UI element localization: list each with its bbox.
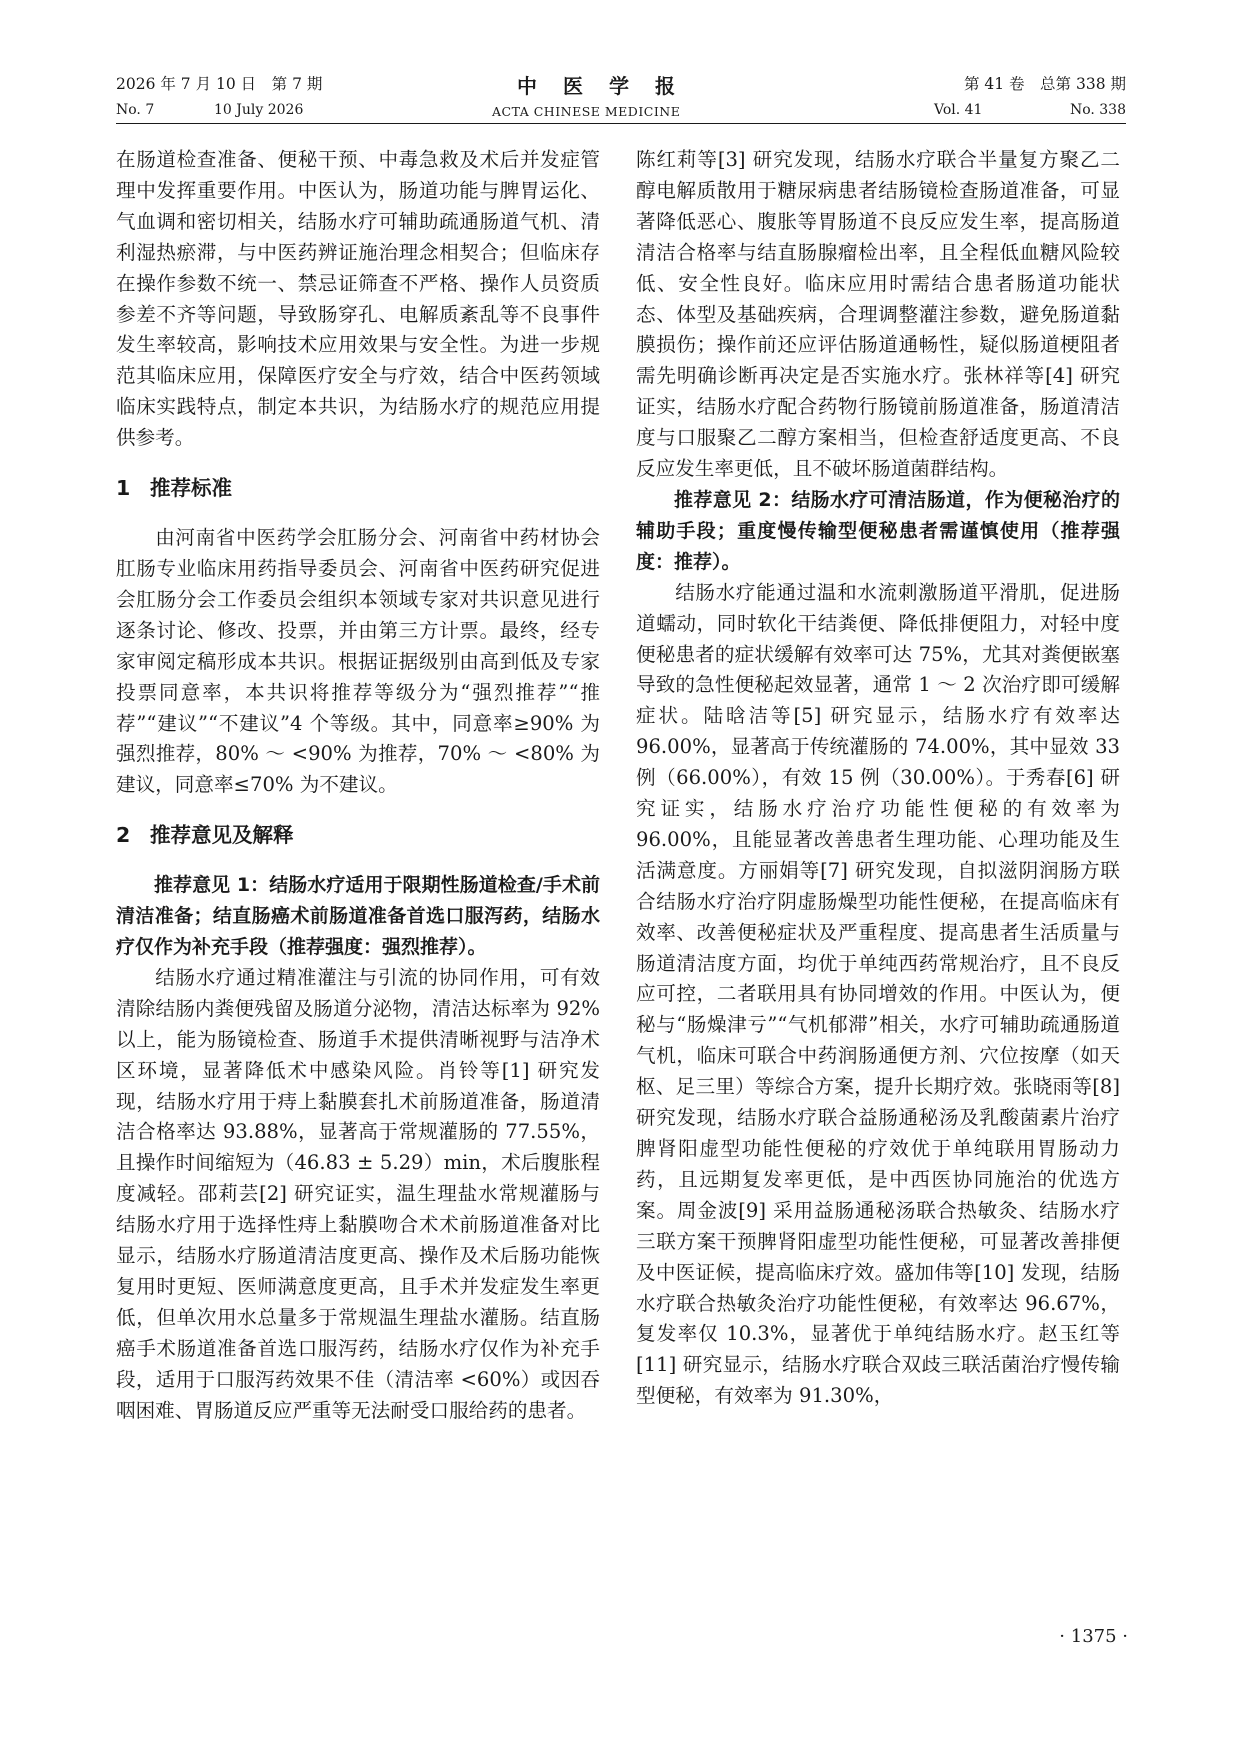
recommendation-1: 推荐意见 1：结肠水疗适用于限期性肠道检查/手术前清洁准备；结直肠癌术前肠道准备首选口服泻药，结肠水疗仅作为补充手段（推荐强度：强烈推荐）。 — [116, 874, 600, 959]
header-vol-en: Vol. 41 — [934, 102, 983, 118]
header-journal-en: ACTA CHINESE MEDICINE — [492, 104, 681, 119]
header-volume-cn: 第 41 卷 总第 338 期 — [963, 75, 1126, 93]
section-title: 推荐意见及解释 — [150, 823, 294, 848]
header-date-en: 10 July 2026 — [214, 102, 304, 118]
left-column — [116, 145, 600, 1427]
section-heading-2 — [116, 820, 600, 850]
right-column — [636, 145, 1120, 1412]
header-journal-cn: 中医学报 — [517, 74, 701, 98]
section-heading-1 — [116, 473, 600, 503]
paragraph-intro-continued: 在肠道检查准备、便秘干预、中毒急救及术后并发症管理中发挥重要作用。中医认为，肠道功能与脾胃运化、气血调和密切相关，结肠水疗可辅助疏通肠道气机、清利湿热瘀滞，与中医药辨证施治理念相契合；但临床存在操作参数不统一、禁忌证筛查不严格、操作人员资质参差不齐等问题，导致肠穿孔、电解质紊乱等不良事件发生率较高，影响技术应用效果与安全性。为进一步规范其临床应用，保障医疗安全与疗效，结合中医药领域临床实践特点，制定本共识，为结肠水疗的规范应用提供参考。 — [116, 148, 600, 450]
paragraph-rec1-continued: 陈红莉等[3] 研究发现，结肠水疗联合半量复方聚乙二醇电解质散用于糖尿病患者结肠镜检查肠道准备，可显著降低恶心、腹胀等胃肠道不良反应发生率，提高肠道清洁合格率与结直肠腺瘤检出率，且全程低血糖风险较低、安全性良好。临床应用时需结合患者肠道功能状态、体型及基础疾病，合理调整灌注参数，避免肠道黏膜损伤；操作前还应评估肠道通畅性，疑似肠道梗阻者需先明确诊断再决定是否实施水疗。张林祥等[4] 研究证实，结肠水疗配合药物行肠镜前肠道准备，肠道清洁度与口服聚乙二醇方案相当，但检查舒适度更高、不良反应发生率更低，且不破坏肠道菌群结构。 — [636, 148, 1120, 481]
recommendation-2: 推荐意见 2：结肠水疗可清洁肠道，作为便秘治疗的辅助手段；重度慢传输型便秘患者需谨慎使用（推荐强度：推荐）。 — [636, 488, 1120, 573]
paragraph-rec2-explanation: 结肠水疗能通过温和水流刺激肠道平滑肌，促进肠道蠕动，同时软化干结粪便、降低排便阻力，对轻中度便秘患者的症状缓解有效率可达 75%，尤其对粪便嵌塞导致的急性便秘起效显著，通常 1 ～ 2 次治疗即可缓解症状。陆晗洁等[5] 研究显示，结肠水疗有效率达 96.00%，显著高于传统灌肠的 74.00%，其中显效 33 例（66.00%），有效 15 例（30.00%）。于秀春[6] 研究证实，结肠水疗治疗功能性便秘的有效率为 96.00%，且能显著改善患者生理功能、心理功能及生活满意度。方丽娟等[7] 研究发现，自拟滋阴润肠方联合结肠水疗治疗阴虚肠燥型功能性便秘，在提高临床有效率、改善便秘症状及严重程度、提高患者生活质量与肠道清洁度方面，均优于单纯西药常规治疗，且不良反应可控，二者联用具有协同增效的作用。中医认为，便秘与“肠燥津亏”“气机郁滞”相关，水疗可辅助疏通肠道气机，临床可联合中药润肠通便方剂、穴位按摩（如天枢、足三里）等综合方案，提升长期疗效。张晓雨等[8] 研究发现，结肠水疗联合益肠通秘汤及乳酸菌素片治疗脾肾阳虚型功能性便秘的疗效优于单纯联用胃肠动力药，且远期复发率更低，是中西医协同施治的优选方案。周金波[9] 采用益肠通秘汤联合热敏灸、结肠水疗三联方案干预脾肾阳虚型功能性便秘，可显著改善排便及中医证候，提高临床疗效。盛加伟等[10] 发现，结肠水疗联合热敏灸治疗功能性便秘，有效率达 96.67%，复发率仅 10.3%，显著优于单纯结肠水疗。赵玉红等[11] 研究显示，结肠水疗联合双歧三联活菌治疗慢传输型便秘，有效率为 91.30%， — [636, 580, 1120, 1408]
paragraph-recommendation-standard: 由河南省中医药学会肛肠分会、河南省中药材协会肛肠专业临床用药指导委员会、河南省中医药研究促进会肛肠分会工作委员会组织本领域专家对共识意见进行逐条讨论、修改、投票，并由第三方计票。最终，经专家审阅定稿形成本共识。根据证据级别由高到低及专家投票同意率，本共识将推荐等级分为“强烈推荐”“推荐”“建议”“不建议”4 个等级。其中，同意率≥90% 为强烈推荐，80% ～ <90% 为推荐，70% ～ <80% 为建议，同意率≤70% 为不建议。 — [116, 526, 600, 797]
section-title: 推荐标准 — [150, 476, 232, 501]
section-number: 1 — [116, 476, 131, 501]
page-number: · 1375 · — [1059, 1626, 1128, 1647]
header-issue-no: No. 7 — [116, 102, 155, 118]
section-number: 2 — [116, 823, 131, 848]
running-header — [116, 66, 1126, 130]
header-date-cn: 2026 年 7 月 10 日 第 7 期 — [116, 75, 323, 93]
header-rule — [116, 123, 1126, 124]
paragraph-rec1-explanation: 结肠水疗通过精准灌注与引流的协同作用，可有效清除结肠内粪便残留及肠道分泌物，清洁达标率为 92% 以上，能为肠镜检查、肠道手术提供清晰视野与洁净术区环境，显著降低术中感染风险。肖铃等[1] 研究发现，结肠水疗用于痔上黏膜套扎术前肠道准备，肠道清洁合格率达 93.88%，显著高于常规灌肠的 77.55%，且操作时间缩短为（46.83 ± 5.29）min，术后腹胀程度减轻。邵莉芸[2] 研究证实，温生理盐水常规灌肠与结肠水疗用于选择性痔上黏膜吻合术术前肠道准备对比显示，结肠水疗肠道清洁度更高、操作及术后肠功能恢复用时更短、医师满意度更高，且手术并发症发生率更低，但单次用水总量多于常规温生理盐水灌肠。结直肠癌手术肠道准备首选口服泻药，结肠水疗仅作为补充手段，适用于口服泻药效果不佳（清洁率 <60%）或因吞咽困难、胃肠道反应严重等无法耐受口服给药的患者。 — [116, 965, 600, 1422]
header-total-no: No. 338 — [1069, 102, 1126, 118]
